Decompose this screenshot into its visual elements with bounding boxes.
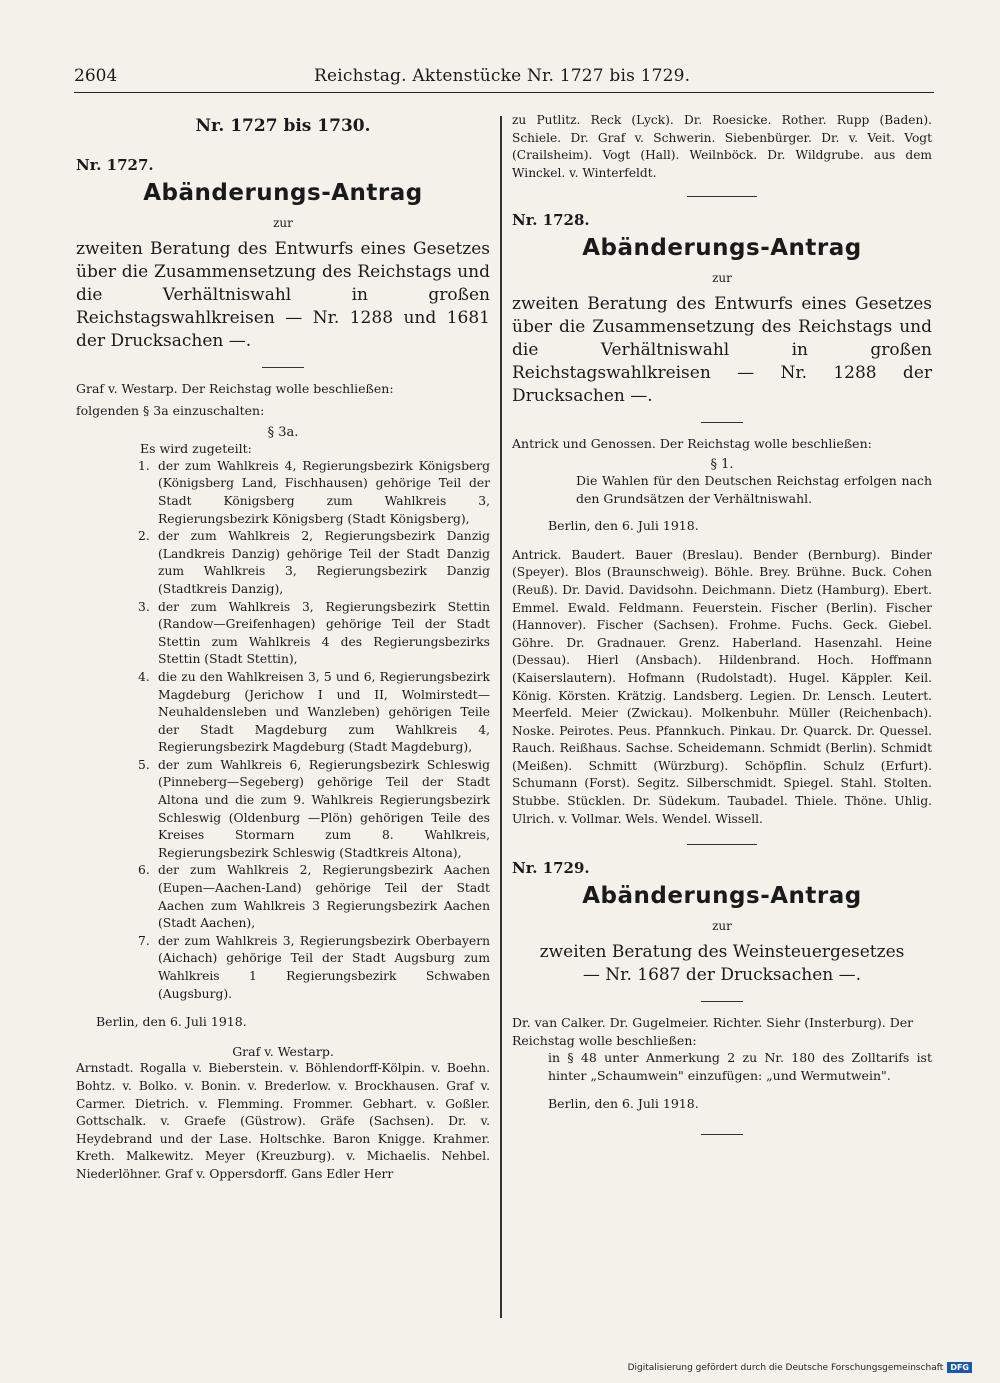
doc-1728-title: Abänderungs-Antrag — [582, 235, 862, 262]
running-head: Reichstag. Aktenstücke Nr. 1727 bis 1729. — [314, 66, 691, 86]
divider — [687, 196, 757, 197]
doc-1728-date: Berlin, den 6. Juli 1918. — [548, 518, 699, 534]
list-item — [138, 528, 490, 598]
item-text: die zu den Wahlkreisen 3, 5 und 6, Regierungsbezirk Magdeburg (Jerichow I und II, Wolmirstedt—Neuhaldensleben und Wanzleben) gehörigen Teile der Stadt Magdeburg zum Wahlkreis 4, Regierungsbezirk Magdeburg (Stadt Magdeburg), — [158, 669, 490, 755]
doc-1729-subject: zweiten Beratung des Weinsteuergesetzes — Nr. 1687 der Drucksachen —. — [539, 942, 905, 986]
item-number: 6. — [138, 863, 150, 878]
column-divider — [500, 116, 502, 1318]
divider — [687, 844, 757, 845]
doc-1729-title: Abänderungs-Antrag — [582, 883, 862, 910]
doc-1727-motion-line: Graf v. Westarp. Der Reichstag wolle beschließen: — [76, 381, 394, 396]
item-text: der zum Wahlkreis 2, Regierungsbezirk Aachen (Eupen—Aachen-Land) gehörige Teil der Stadt Aachen zum Wahlkreis 3 Regierungsbezirk Aachen (Stadt Aachen), — [158, 863, 490, 931]
doc-1727-signer: Graf v. Westarp. — [232, 1043, 334, 1059]
document-range-title: Nr. 1727 bis 1730. — [195, 116, 371, 136]
doc-1727-zur: zur — [273, 216, 293, 230]
divider — [701, 422, 743, 423]
doc-1728-section: § 1. — [710, 456, 734, 472]
doc-1727-title: Abänderungs-Antrag — [143, 180, 423, 206]
doc-1729-number: Nr. 1729. — [512, 859, 590, 878]
doc-1727-supporters-continued: zu Putlitz. Reck (Lyck). Dr. Roesicke. Rother. Rupp (Baden). Schiele. Dr. Graf v. Schwerin. Siebenbürger. Dr. v. Veit. Vogt (Crailsheim). Vogt (Hall). Weilnböck. Dr. Wildgrube. aus dem Winckel. v. Winterfeldt. — [512, 113, 932, 180]
list-item — [138, 757, 490, 863]
doc-1727-date: Berlin, den 6. Juli 1918. — [96, 1014, 247, 1030]
page-header — [74, 66, 934, 93]
item-number: 5. — [138, 757, 150, 772]
item-text: der zum Wahlkreis 4, Regierungsbezirk Königsberg (Königsberg Land, Fischhausen) gehörige Teil der Stadt Königsberg zum Wahlkreis 3, Regierungsbezirk Königsberg (Stadt Königsberg), — [158, 458, 490, 526]
doc-1727-number: Nr. 1727. — [76, 156, 154, 174]
doc-1727-section: § 3a. — [267, 425, 299, 441]
list-item — [138, 458, 490, 528]
item-number: 3. — [138, 599, 150, 614]
item-text: der zum Wahlkreis 2, Regierungsbezirk Danzig (Landkreis Danzig) gehörige Teil der Stadt Danzig zum Wahlkreis 3, Regierungsbezirk Danzig (Stadtkreis Danzig), — [158, 529, 490, 596]
item-number: 1. — [138, 458, 150, 473]
item-number: 7. — [138, 933, 150, 948]
doc-1728-text: Die Wahlen für den Deutschen Reichstag erfolgen nach den Grundsätzen der Verhältniswahl. — [576, 472, 932, 506]
digitization-credit — [628, 1362, 972, 1373]
item-number: 2. — [138, 529, 150, 544]
item-text: der zum Wahlkreis 6, Regierungsbezirk Schleswig (Pinneberg—Segeberg) gehörige Teil der Stadt Altona und die zum 9. Wahlkreis Regierungsbezirk Schleswig (Oldenburg —Plön) gehörigen Teile des Kreises Stormarn zum 8. Wahlkreis, Regierungsbezirk Schleswig (Stadtkreis Altona), — [158, 757, 490, 860]
list-item — [138, 933, 490, 1003]
doc-1727-subject: zweiten Beratung des Entwurfs eines Gesetzes über die Zusammensetzung des Reichstags und die Verhältniswahl in großen Reichstagswahlkreisen — Nr. 1288 und 1681 der Drucksachen —. — [76, 239, 490, 351]
divider — [262, 367, 304, 368]
doc-1728-subject: zweiten Beratung des Entwurfs eines Gesetzes über die Zusammensetzung des Reichstags und die Verhältniswahl in großen Reichstagswahlkreisen — Nr. 1288 der Drucksachen —. — [512, 294, 932, 407]
doc-1727-item-list — [138, 458, 490, 1003]
item-number: 4. — [138, 669, 150, 684]
divider — [701, 1134, 743, 1135]
doc-1727-insert-line: folgenden § 3a einzuschalten: — [76, 402, 265, 418]
doc-1727-intro: Es wird zugeteilt: — [140, 441, 252, 457]
divider — [701, 1001, 743, 1002]
doc-1728-motion-line: Antrick und Genossen. Der Reichstag wolle beschließen: — [512, 436, 872, 452]
doc-1729-motion-line: Dr. van Calker. Dr. Gugelmeier. Richter. Siehr (Insterburg). Der Reichstag wolle beschließen: — [512, 1015, 914, 1048]
doc-1729-date: Berlin, den 6. Juli 1918. — [548, 1095, 699, 1111]
dfg-logo: DFG — [947, 1362, 972, 1373]
item-text: der zum Wahlkreis 3, Regierungsbezirk Stettin (Randow—Greifenhagen) gehörige Teil der Stadt Stettin zum Wahlkreis 4 des Regierungsbezirks Stettin (Stadt Stettin), — [158, 599, 490, 667]
left-column — [76, 112, 490, 1184]
doc-1728-number: Nr. 1728. — [512, 211, 590, 230]
list-item — [138, 669, 490, 757]
doc-1729-zur: zur — [712, 919, 732, 934]
doc-1729-instruction: in § 48 unter Anmerkung 2 zu Nr. 180 des Zolltarifs ist hinter „Schaumwein" einzufügen: „und Wermutwein". — [548, 1050, 932, 1084]
list-item — [138, 862, 490, 932]
list-item — [138, 599, 490, 669]
item-text: der zum Wahlkreis 3, Regierungsbezirk Oberbayern (Aichach) gehörige Teil der Stadt Augsburg zum Wahlkreis 1 Regierungsbezirk Schwaben (Augsburg). — [158, 933, 490, 1001]
credit-text: Digitalisierung gefördert durch die Deutsche Forschungsgemeinschaft — [627, 1362, 944, 1373]
doc-1727-supporters: Arnstadt. Rogalla v. Bieberstein. v. Böhlendorff-Kölpin. v. Boehn. Bohtz. v. Bolko. v. Bonin. v. Brederlow. v. Brockhausen. Graf v. Carmer. Dietrich. v. Flemming. Frommer. Gebhart. v. Goßler. Gottschalk. v. Graefe (Güstrow). Gräfe (Sachsen). Dr. v. Heydebrand und der Lase. Holtschke. Baron Knigge. Krahmer. Kreth. Malkewitz. Meyer (Kreuzburg). v. Michaelis. Nehbel. Niederlöhner. Graf v. Oppersdorff. Gans Edler Herr — [76, 1061, 490, 1181]
right-column — [512, 112, 932, 1147]
page-number: 2604 — [74, 66, 118, 86]
doc-1728-signers: Antrick. Baudert. Bauer (Breslau). Bender (Bernburg). Binder (Speyer). Blos (Braunschweig). Böhle. Brey. Brühne. Buck. Cohen (Reuß). Dr. David. Davidsohn. Deichmann. Dietz (Hamburg). Ebert. Emmel. Ewald. Feldmann. Feuerstein. Fischer (Berlin). Fischer (Hannover). Fischer (Sachsen). Frohme. Fuchs. Geck. Giebel. Göhre. Dr. Gradnauer. Grenz. Haberland. Hasenzahl. Heine (Dessau). Hierl (Ansbach). Hildenbrand. Hoch. Hoffmann (Kaiserslautern). Hofmann (Rudolstadt). Hugel. Käppler. Keil. König. Körsten. Krätzig. Landsberg. Legien. Dr. Lensch. Leutert. Meerfeld. Meier (Zwickau). Molkenbuhr. Müller (Reichenbach). Noske. Peirotes. Peus. Pfannkuch. Pinkau. Dr. Quarck. Dr. Quessel. Rauch. Reißhaus. Sachse. Scheidemann. Schmidt (Berlin). Schmidt (Meißen). Schmitt (Würzburg). Schöpflin. Schulz (Erfurt). Schumann (Forst). Segitz. Silberschmidt. Spiegel. Stahl. Stolten. Stubbe. Stücklen. Dr. Südekum. Taubadel. Thiele. Thöne. Uhlig. Ulrich. v. Vollmar. Wels. Wendel. Wissell. — [512, 547, 932, 826]
doc-1728-zur: zur — [712, 271, 732, 286]
